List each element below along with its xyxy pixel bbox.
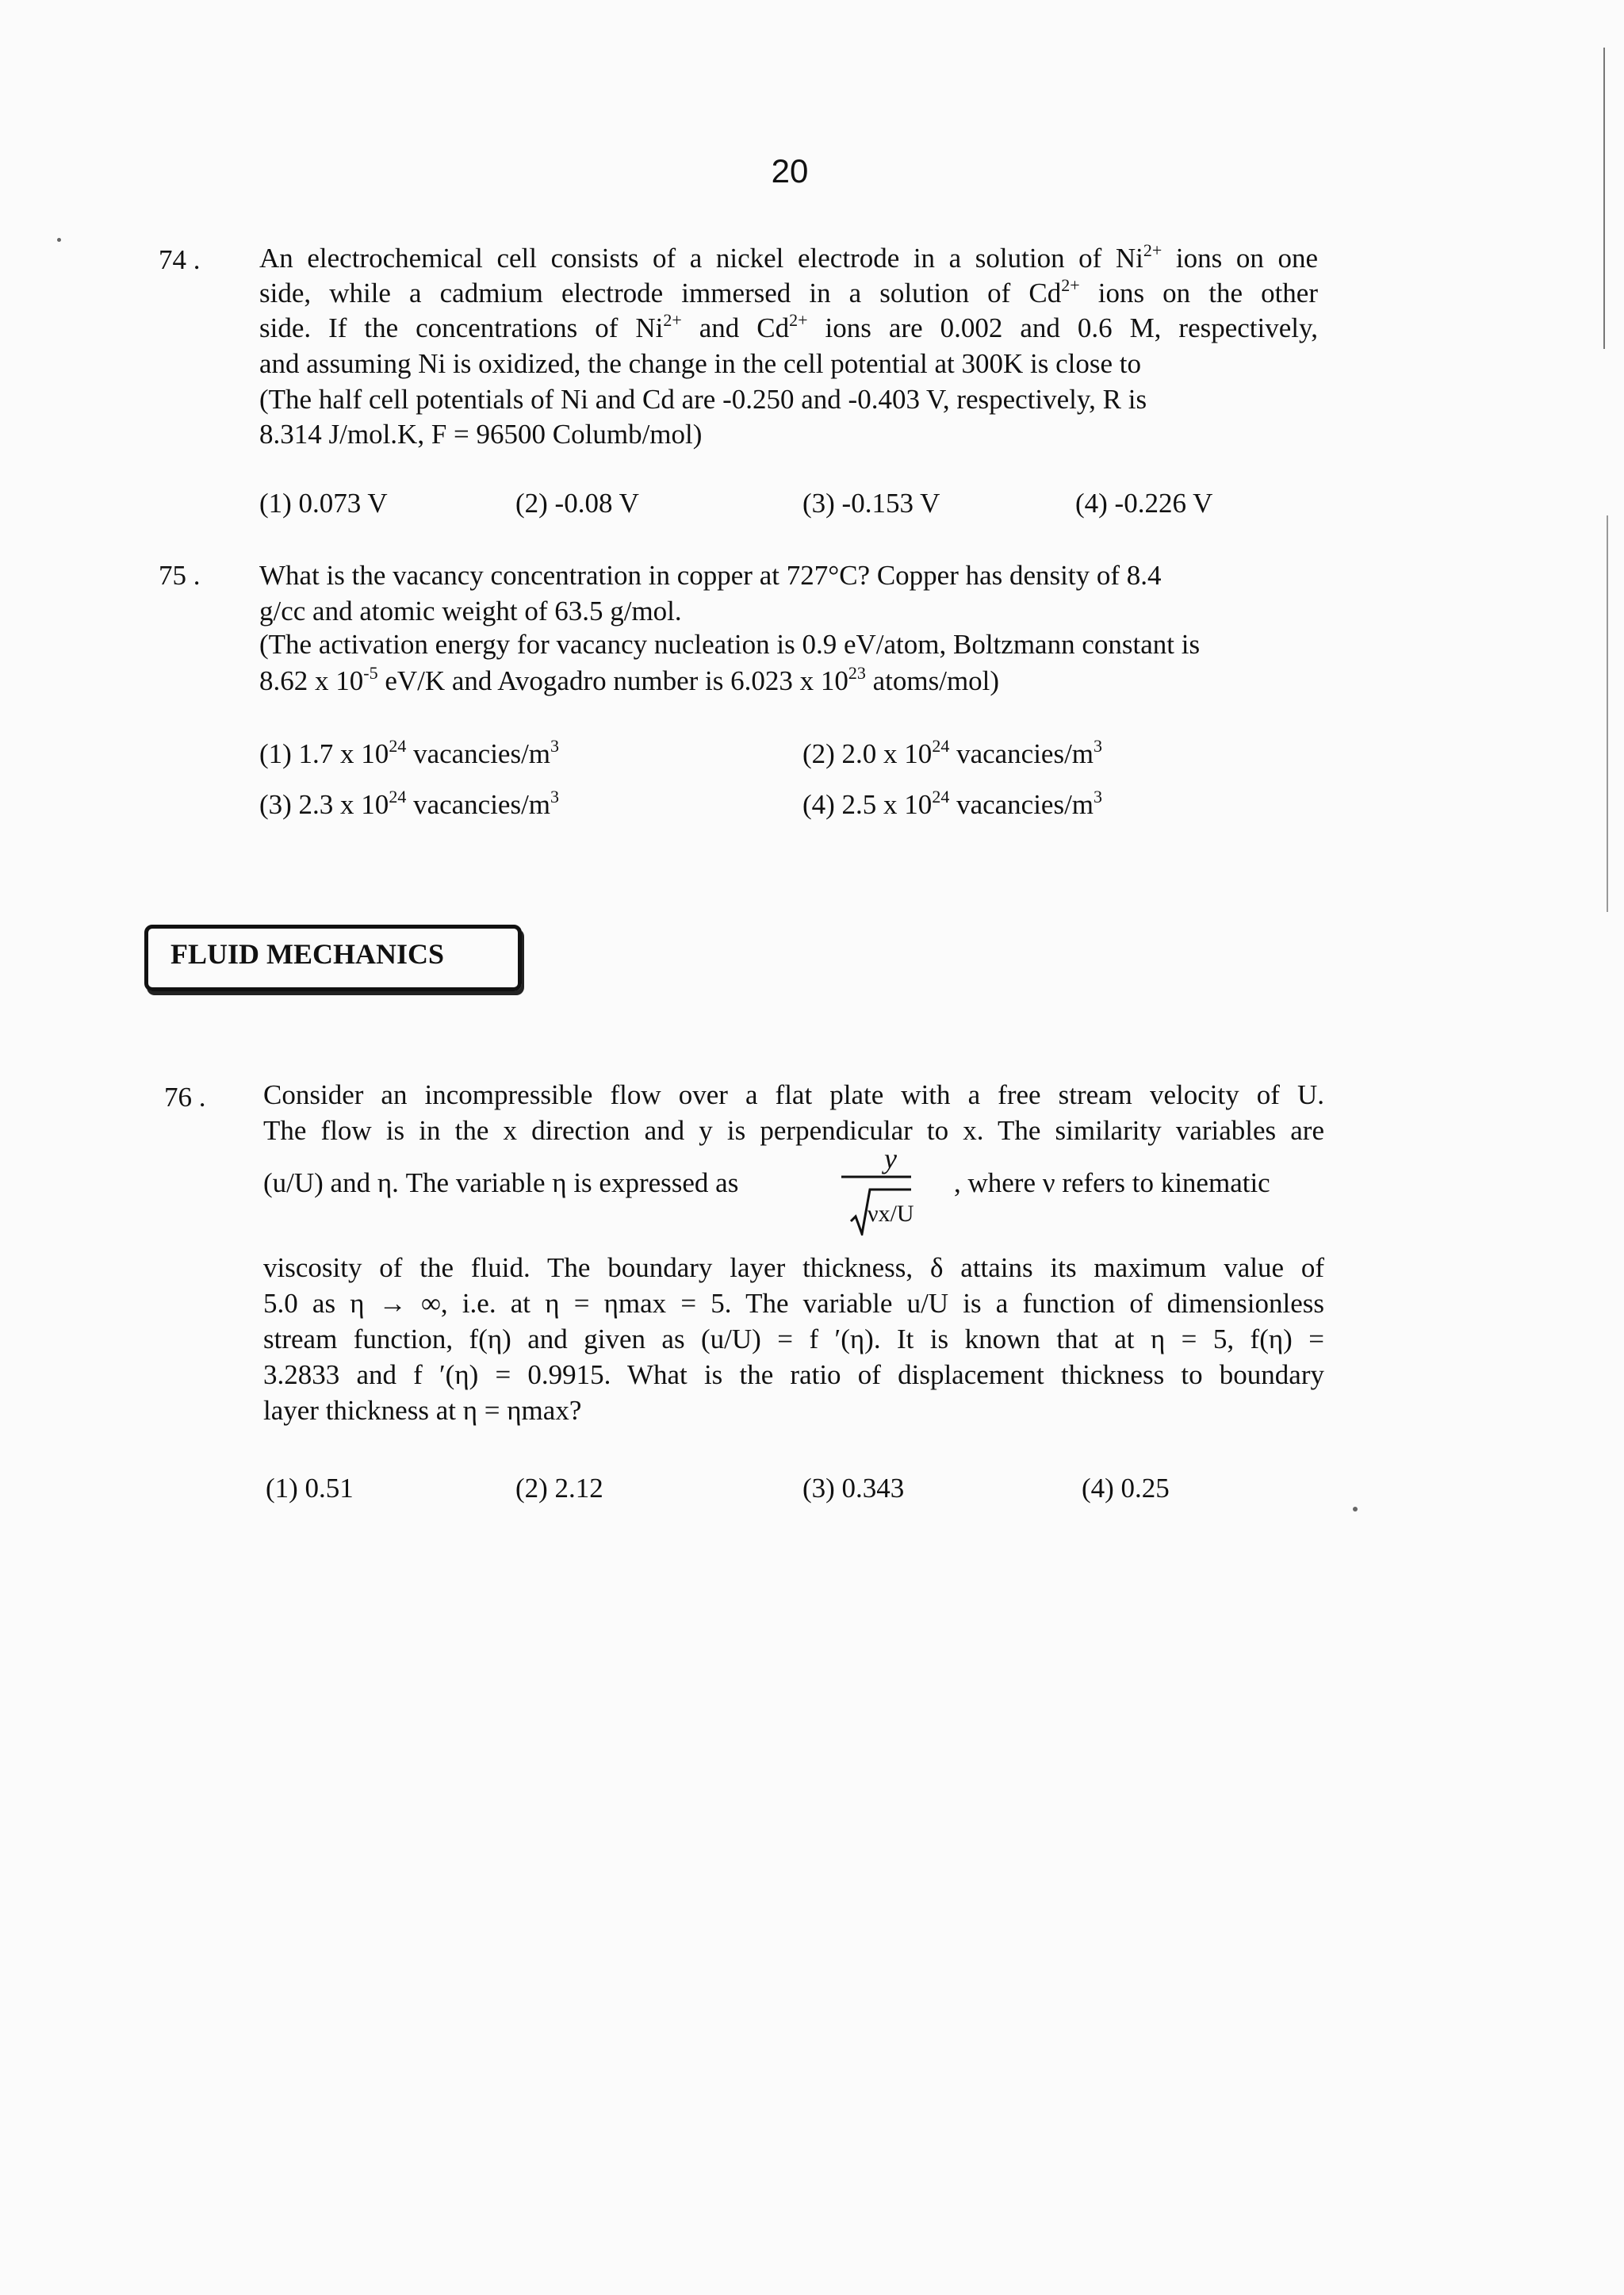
page-number: 20 xyxy=(771,152,809,190)
answer-option: (2) 2.0 x $10^{24}$ vacancies/$m^3$ xyxy=(802,736,1103,769)
question-text-line: An electrochemical cell consists of a nickel electrode in a solution of $Ni^{2+}$ ions on one xyxy=(259,240,1318,274)
answer-option: (1) 0.51 xyxy=(266,1473,354,1504)
question-number: 74 . xyxy=(159,244,201,275)
fraction-numerator: y xyxy=(884,1143,897,1174)
question-text-line: 8.314 J/mol.K, F = 96500 Columb/mol) xyxy=(259,419,703,450)
answer-option: (1) 1.7 x $10^{24}$ vacancies/$m^3$ xyxy=(259,736,560,769)
answer-option: (4) 0.25 xyxy=(1082,1473,1170,1504)
question-text-line: layer thickness at η = ηmax? xyxy=(263,1395,582,1426)
question-number: 76 . xyxy=(164,1082,206,1113)
question-text-line: (u/U) and η. The variable η is expressed as xyxy=(263,1167,739,1198)
question-number: 75 . xyxy=(159,560,201,591)
question-text-line: viscosity of the fluid. The boundary layer thickness, δ attains its maximum value of xyxy=(263,1252,1324,1283)
question-text-line: side. If the concentrations of $Ni^{2+}$ and $Cd^{2+}$ ions are 0.002 and 0.6 M, respectively, xyxy=(259,310,1318,343)
section-heading: FLUID MECHANICS xyxy=(170,938,445,970)
question-text-line: The flow is in the x direction and y is perpendicular to x. The similarity variables are xyxy=(263,1115,1324,1146)
question-text-line: side, while a cadmium electrode immersed in a solution of $Cd^{2+}$ ions on the other xyxy=(259,275,1318,308)
answer-option: (4) -0.226 V xyxy=(1075,488,1213,519)
question-text-line: g/cc and atomic weight of 63.5 g/mol. xyxy=(259,596,682,626)
answer-option: (2) -0.08 V xyxy=(515,488,639,519)
scan-speck xyxy=(57,238,61,242)
answer-option: (1) 0.073 V xyxy=(259,488,388,519)
question-text-line: 3.2833 and f ′(η) = 0.9915. What is the ratio of displacement thickness to boundary xyxy=(263,1359,1324,1390)
answer-option: (3) 2.3 x $10^{24}$ vacancies/$m^3$ xyxy=(259,787,560,820)
question-text-line: What is the vacancy concentration in copper at 727°C? Copper has density of 8.4 xyxy=(259,560,1162,591)
question-text-line: stream function, f(η) and given as (u/U) = f ′(η). It is known that at η = 5, f(η) = xyxy=(263,1324,1324,1354)
scan-edge-line xyxy=(1607,515,1608,912)
answer-option: (2) 2.12 xyxy=(515,1473,603,1504)
question-text-line: , where ν refers to kinematic xyxy=(954,1167,1270,1198)
question-text-line: (The half cell potentials of Ni and Cd are -0.250 and -0.403 V, respectively, R is xyxy=(259,384,1147,415)
question-text-line: (The activation energy for vacancy nucleation is 0.9 eV/atom, Boltzmann constant is xyxy=(259,629,1201,660)
question-text-line: and assuming Ni is oxidized, the change in the cell potential at 300K is close to xyxy=(259,348,1141,379)
question-text-line: 5.0 as η → ∞, i.e. at η = ηmax = 5. The variable u/U is a function of dimensionless xyxy=(263,1288,1324,1319)
answer-option: (4) 2.5 x $10^{24}$ vacancies/$m^3$ xyxy=(802,787,1103,820)
question-text-line: 8.62 x $10^{-5}$ eV/K and Avogadro number is 6.023 x $10^{23}$ atoms/mol) xyxy=(259,663,1000,696)
scan-speck xyxy=(1353,1507,1358,1511)
fraction-denominator: νx/U xyxy=(868,1201,914,1227)
question-text-line: Consider an incompressible flow over a flat plate with a free stream velocity of U. xyxy=(263,1079,1324,1110)
answer-option: (3) -0.153 V xyxy=(802,488,940,519)
answer-option: (3) 0.343 xyxy=(802,1473,905,1504)
scan-edge-line xyxy=(1603,48,1605,349)
